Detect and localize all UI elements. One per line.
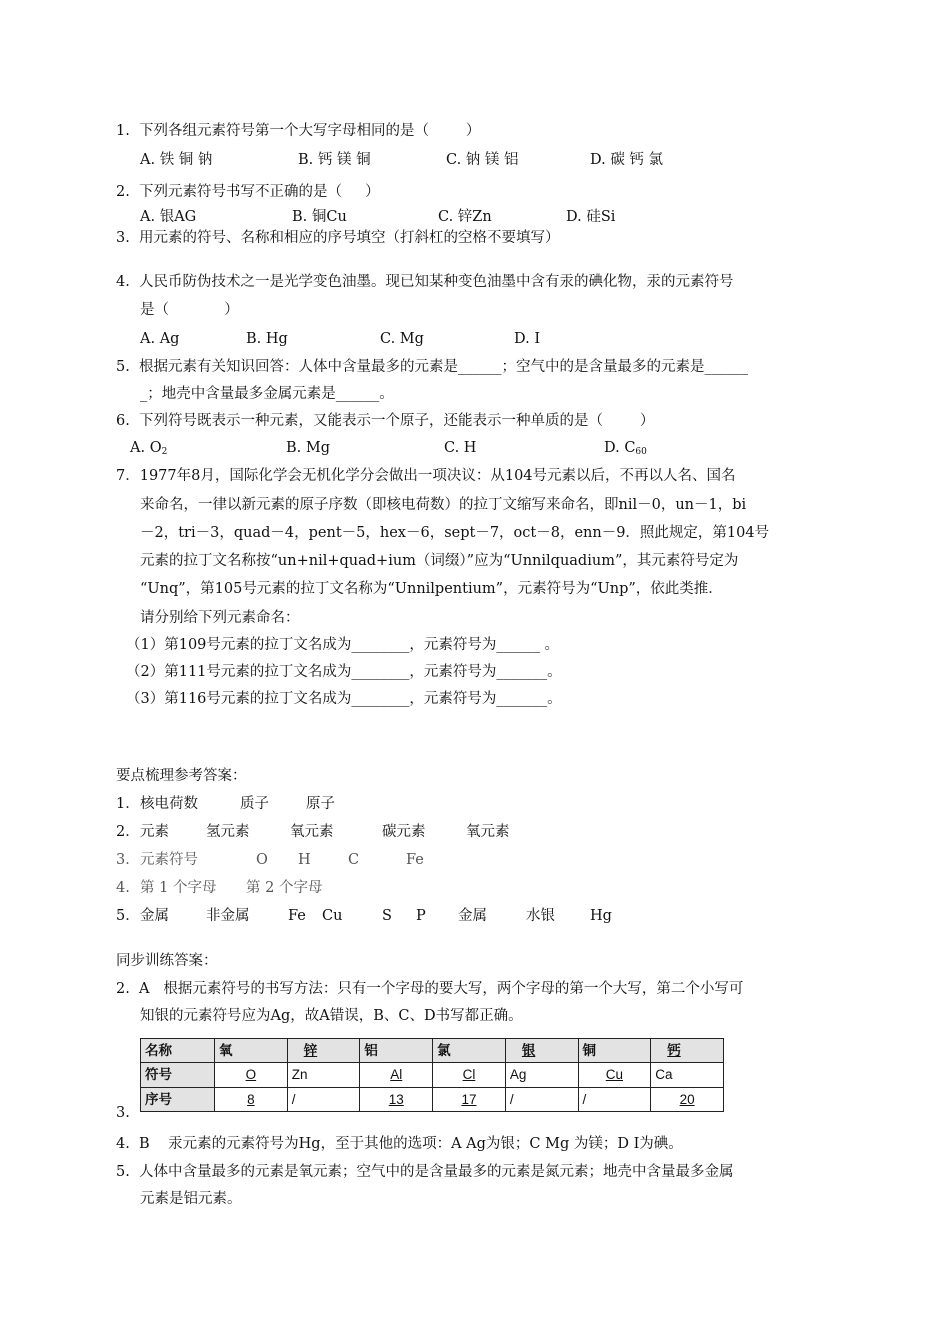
q1-option-b: B. 钙 镁 铜 bbox=[298, 152, 371, 168]
table-cell: Ag bbox=[505, 1063, 578, 1087]
answer-item: 原子 bbox=[306, 796, 335, 812]
q2-option-d: D. 硅Si bbox=[566, 209, 616, 225]
q6-option-a bbox=[130, 441, 167, 457]
table-cell bbox=[433, 1087, 506, 1111]
answer-item: 非金属 bbox=[206, 908, 250, 924]
table-cell bbox=[360, 1063, 433, 1087]
answer-item: 第 1 个字母 bbox=[140, 880, 217, 896]
answer-item: 氢元素 bbox=[206, 824, 250, 840]
cell-text: Al bbox=[390, 1067, 403, 1083]
q6-option-a-text: A. O bbox=[130, 440, 162, 456]
cell-text: Cu bbox=[605, 1067, 623, 1083]
answer-item: 核电荷数 bbox=[140, 796, 198, 812]
answer-2-line1: 2. A 根据元素符号的书写方法：只有一个字母的要大写，两个字母的第一个大写，第二个小写可 bbox=[116, 981, 744, 997]
row-header-symbol: 符号 bbox=[141, 1063, 215, 1087]
cell-text: 钙 bbox=[667, 1042, 681, 1058]
cell-text: Cl bbox=[462, 1067, 476, 1083]
row-number: 3． bbox=[116, 852, 140, 868]
q3-stem: 3. 用元素的符号、名称和相应的序号填空（打斜杠的空格不要填写） bbox=[116, 230, 560, 246]
table-cell bbox=[287, 1039, 360, 1063]
table-row-numbers bbox=[141, 1087, 724, 1111]
table-cell bbox=[651, 1087, 724, 1111]
q4-stem-line1: 4. 人民币防伪技术之一是光学变色油墨。现已知某种变色油墨中含有汞的碘化物，汞的元素符号 bbox=[116, 274, 734, 290]
answer-item: Cu bbox=[322, 908, 343, 924]
q1-option-d: D. 碳 钙 氯 bbox=[590, 152, 664, 168]
answer-item: 元素 bbox=[140, 824, 169, 840]
cell-text: 氧 bbox=[219, 1042, 233, 1058]
q5-line1: 5. 根据元素有关知识回答：人体中含量最多的元素是______；空气中的是含量最多的元素是______ bbox=[116, 359, 749, 375]
q7-subquestion: （3）第116号元素的拉丁文名成为________，元素符号为_______。 bbox=[126, 691, 562, 707]
cell-text: O bbox=[245, 1067, 257, 1083]
answer-item: 金属 bbox=[140, 908, 169, 924]
q7-line: 请分别给下列元素命名： bbox=[140, 610, 300, 626]
q2-option-c: C. 锌Zn bbox=[438, 209, 492, 225]
answer-item: S bbox=[382, 908, 392, 924]
table-row-symbols bbox=[141, 1063, 724, 1087]
row-number: 5． bbox=[116, 908, 140, 924]
answer-5-line2: 元素是铝元素。 bbox=[140, 1191, 242, 1207]
q4-option-a: A. Ag bbox=[140, 331, 180, 347]
q6-option-b: B. Mg bbox=[286, 440, 331, 456]
answer-4: 4. B 汞元素的元素符号为Hg，至于其他的选项：A Ag为银；C Mg 为镁；D I为碘。 bbox=[116, 1136, 683, 1152]
q6-option-d bbox=[604, 441, 647, 457]
row-number: 4. bbox=[116, 880, 130, 896]
table-cell: Zn bbox=[287, 1063, 360, 1087]
element-table bbox=[140, 1038, 724, 1112]
q1-stem: 1. 下列各组元素符号第一个大写字母相同的是（ ） bbox=[116, 123, 481, 139]
cell-text: 17 bbox=[461, 1091, 477, 1107]
row-number: 1． bbox=[116, 796, 140, 812]
cell-text: 13 bbox=[388, 1091, 404, 1107]
cell-text: 铜 bbox=[582, 1042, 597, 1058]
table-cell: / bbox=[287, 1087, 360, 1111]
table-cell bbox=[651, 1039, 724, 1063]
answer-item: Fe bbox=[406, 852, 424, 868]
q6-stem: 6. 下列符号既表示一种元素，又能表示一个原子，还能表示一种单质的是（ ） bbox=[116, 413, 655, 429]
q6-option-d-text: D. C bbox=[604, 440, 636, 456]
q1-option-a: A. 铁 铜 钠 bbox=[140, 152, 213, 168]
q2-option-b: B. 铜Cu bbox=[292, 209, 347, 225]
sync-answers-title: 同步训练答案： bbox=[116, 953, 218, 969]
answer-3-number: 3. bbox=[116, 1105, 130, 1121]
q4-option-d: D. I bbox=[514, 331, 541, 347]
answer-item: C bbox=[348, 852, 360, 868]
answer-item: 元素符号 bbox=[140, 852, 198, 868]
answer-2-line2: 知银的元素符号应为Ag，故A错误，B、C、D书写都正确。 bbox=[140, 1008, 523, 1024]
q4-option-b: B. Hg bbox=[246, 331, 288, 347]
q7-line: 7．1977年8月，国际化学会无机化学分会做出一项决议：从104号元素以后，不再以人名、国名 bbox=[116, 468, 736, 484]
table-cell bbox=[578, 1039, 651, 1063]
table-row-names bbox=[141, 1039, 724, 1063]
table-cell: Ca bbox=[651, 1063, 724, 1087]
cell-text: 氯 bbox=[437, 1042, 451, 1058]
q1-option-c: C. 钠 镁 铝 bbox=[446, 152, 519, 168]
answer-item: 金属 bbox=[458, 908, 487, 924]
answer-item: 水银 bbox=[526, 908, 555, 924]
q6-option-c: C. H bbox=[444, 440, 477, 456]
q5-line2: _；地壳中含量最多金属元素是______。 bbox=[140, 386, 394, 402]
q6-option-d-subscript: 60 bbox=[635, 447, 647, 457]
answer-item: Fe bbox=[288, 908, 306, 924]
q4-stem-line2: 是（ ） bbox=[140, 302, 239, 318]
answer-item: 氧元素 bbox=[466, 824, 510, 840]
answer-item: 质子 bbox=[240, 796, 269, 812]
cell-text: 8 bbox=[247, 1091, 255, 1107]
answer-5-line1: 5. 人体中含量最多的元素是氧元素；空气中的是含量最多的元素是氮元素；地壳中含量最多金属 bbox=[116, 1164, 734, 1180]
cell-text: 铝 bbox=[364, 1042, 378, 1058]
table-cell: / bbox=[578, 1087, 651, 1111]
table-cell bbox=[505, 1039, 578, 1063]
table-cell bbox=[215, 1063, 288, 1087]
q7-subquestion: （2）第111号元素的拉丁文名成为________，元素符号为_______。 bbox=[126, 664, 562, 680]
table-cell bbox=[215, 1039, 288, 1063]
row-header-name: 名称 bbox=[141, 1039, 215, 1063]
table-cell bbox=[433, 1063, 506, 1087]
q4-option-c: C. Mg bbox=[380, 331, 424, 347]
table-cell bbox=[360, 1087, 433, 1111]
cell-text: 银 bbox=[521, 1042, 536, 1058]
q7-line: 元素的拉丁文名称按“un+nil+quad+ium（词缀）”应为“Unnilquadium”，其元素符号定为 bbox=[140, 553, 739, 569]
row-number: 2． bbox=[116, 824, 140, 840]
q7-line: －2，tri－3，quad－4，pent－5，hex－6，sept－7，oct－8，enn－9．照此规定，第104号 bbox=[140, 525, 770, 541]
answer-item: H bbox=[298, 852, 311, 868]
q7-subquestion: （1）第109号元素的拉丁文名成为________，元素符号为______ 。 bbox=[126, 637, 560, 653]
q7-line: “Unq”，第105号元素的拉丁文名称为“Unnilpentium”，元素符号为“Unp”，依此类推． bbox=[140, 581, 723, 597]
q6-option-a-subscript: 2 bbox=[161, 447, 168, 457]
cell-text: 锌 bbox=[303, 1042, 318, 1058]
q7-line: 来命名，一律以新元素的原子序数（即核电荷数）的拉丁文缩写来命名，即nil－0，un－1，bi bbox=[140, 497, 747, 513]
answer-item: P bbox=[416, 908, 426, 924]
key-points-title: 要点梳理参考答案： bbox=[116, 768, 247, 784]
answer-item: O bbox=[256, 852, 268, 868]
answer-item: 第 2 个字母 bbox=[246, 880, 323, 896]
answer-item: 碳元素 bbox=[382, 824, 426, 840]
table-cell bbox=[360, 1039, 433, 1063]
table-cell bbox=[215, 1087, 288, 1111]
table-cell bbox=[578, 1063, 651, 1087]
row-header-number: 序号 bbox=[141, 1087, 215, 1111]
table-cell: / bbox=[505, 1087, 578, 1111]
q2-stem: 2. 下列元素符号书写不正确的是（ ） bbox=[116, 184, 380, 200]
cell-text: 20 bbox=[679, 1091, 695, 1107]
table-cell bbox=[433, 1039, 506, 1063]
answer-item: Hg bbox=[590, 908, 612, 924]
answer-item: 氧元素 bbox=[290, 824, 334, 840]
q2-option-a: A. 银AG bbox=[140, 209, 197, 225]
